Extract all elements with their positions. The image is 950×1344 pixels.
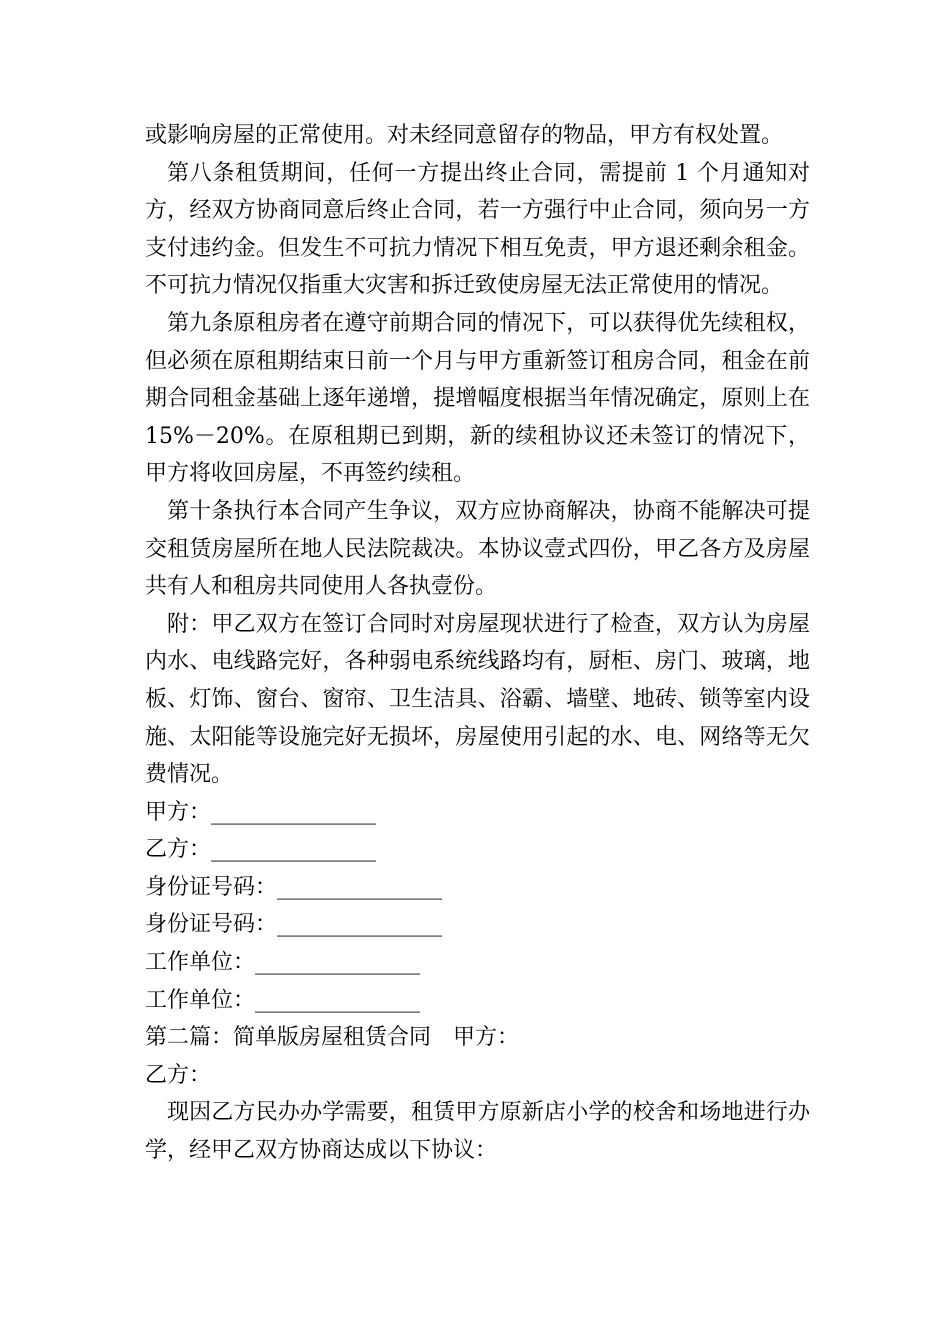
signature-party-b: 乙方：_______________ xyxy=(145,837,377,863)
signature-employer-b: 工作单位：_______________ xyxy=(145,987,421,1013)
second-part-heading: 第二篇：简单版房屋租赁合同 甲方： xyxy=(145,1025,520,1051)
article-10: 第十条执行本合同产生争议，双方应协商解决，协商不能解决可提交租赁房屋所在地人民法院裁决。本协议壹式四份，甲乙各方及房屋共有人和租房共同使用人各执壹份。 xyxy=(145,498,810,600)
signature-id-number-b: 身份证号码：_______________ xyxy=(145,912,443,938)
document-page xyxy=(145,117,810,1170)
article-9: 第九条原租房者在遵守前期合同的情况下，可以获得优先续租权，但必须在原租期结束日前一个月与甲方重新签订租房合同，租金在前期合同租金基础上逐年递增，提增幅度根据当年情况确定，原则上在 15%－20%。在原租期已到期，新的续租协议还未签订的情况下，甲方将收回房屋，不再签约续租。 xyxy=(145,310,810,487)
second-part-intro: 现因乙方民办办学需要，租赁甲方原新店小学的校舍和场地进行办学，经甲乙双方协商达成以下协议： xyxy=(145,1100,810,1164)
signature-party-a: 甲方：_______________ xyxy=(145,799,377,825)
signature-employer-a: 工作单位：_______________ xyxy=(145,950,421,976)
second-part-party-b: 乙方： xyxy=(145,1062,212,1088)
article-8: 第八条租赁期间，任何一方提出终止合同，需提前 1 个月通知对方，经双方协商同意后终止合同，若一方强行中止合同，须向另一方支付违约金。但发生不可抗力情况下相互免责，甲方退还剩余租金。不可抗力情况仅指重大灾害和拆迁致使房屋无法正常使用的情况。 xyxy=(145,160,810,299)
signature-id-number-a: 身份证号码：_______________ xyxy=(145,874,443,900)
appendix-paragraph: 附：甲乙双方在签订合同时对房屋现状进行了检查，双方认为房屋内水、电线路完好，各种弱电系统线路均有，厨柜、房门、玻璃，地板、灯饰、窗台、窗帘、卫生洁具、浴霸、墙壁、地砖、锁等室内设施、太阳能等设施完好无损坏，房屋使用引起的水、电、网络等无欠费情况。 xyxy=(145,611,810,788)
paragraph-continuation: 或影响房屋的正常使用。对未经同意留存的物品，甲方有权处置。 xyxy=(145,123,784,148)
